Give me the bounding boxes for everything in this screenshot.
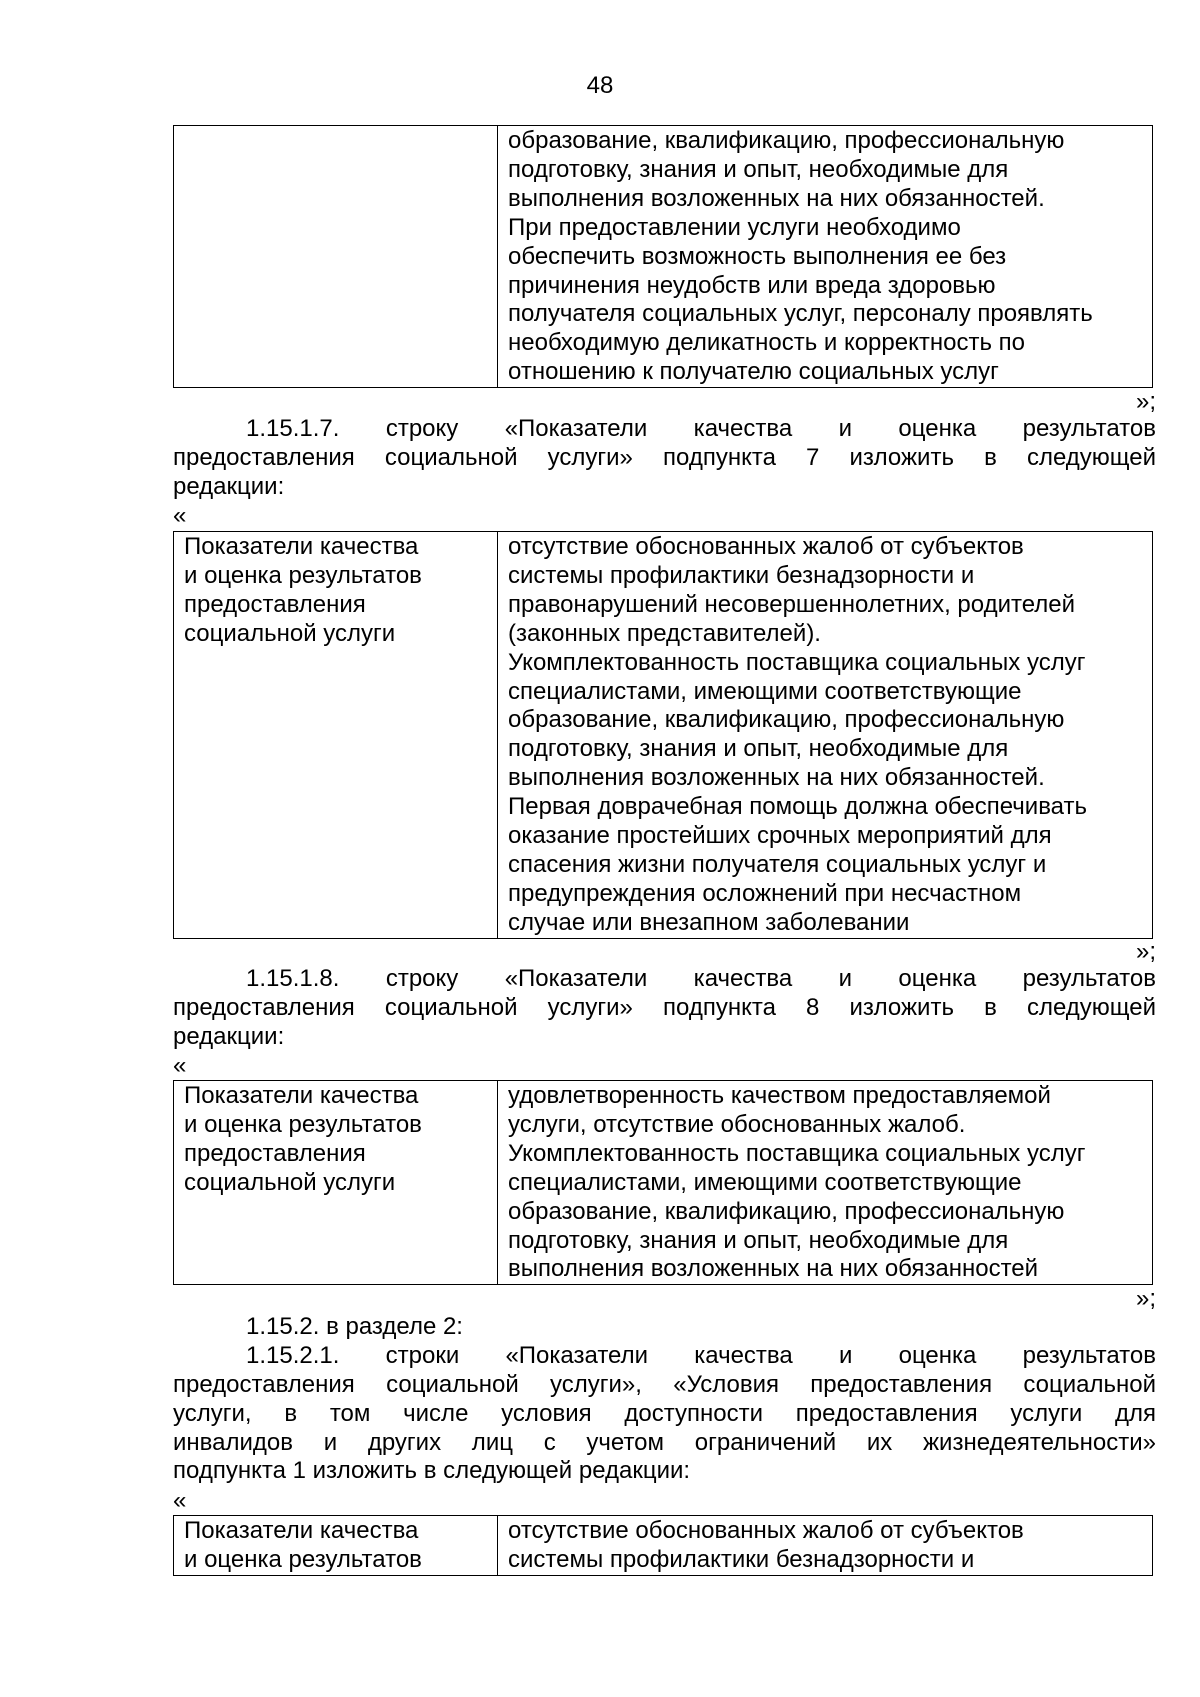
- text-line: Укомплектованность поставщика социальных услуг: [508, 648, 1086, 676]
- paragraph-amendment-8: [173, 965, 1156, 1052]
- paragraph-section-2: [173, 1313, 1156, 1486]
- table-cell-label: [174, 126, 498, 388]
- text-line: специалистами, имеющими соответствующие: [508, 1168, 1022, 1196]
- table-cell-label: [174, 1081, 498, 1285]
- text-line: выполнения возложенных на них обязанностей: [508, 1255, 1039, 1283]
- text-line: необходимую деликатность и корректность по: [508, 329, 1025, 357]
- text-line: специалистами, имеющими соответствующие: [508, 677, 1022, 705]
- table-cell-label: [174, 1516, 498, 1576]
- text-line: случае или внезапном заболевании: [508, 908, 910, 936]
- text-line: системы профилактики безнадзорности и: [508, 561, 975, 589]
- table-quality-indicators-7: [173, 531, 1153, 939]
- closing-quote: »;: [1135, 1285, 1156, 1312]
- table-cell-content: [498, 1081, 1153, 1285]
- text-line: При предоставлении услуги необходимо: [508, 213, 961, 241]
- table-cell-content: [498, 126, 1153, 388]
- text-line: отношению к получателю социальных услуг: [508, 358, 999, 386]
- opening-quote: «: [173, 502, 187, 529]
- text-line: подготовку, знания и опыт, необходимые для: [508, 1226, 1009, 1254]
- text-line: выполнения возложенных на них обязанностей.: [508, 764, 1045, 792]
- text-line: образование, квалификацию, профессиональную: [508, 127, 1065, 154]
- text-line: Показатели качества: [184, 1082, 419, 1109]
- text-line: предоставления социальной услуги», «Условия предоставления социальной: [173, 1370, 1156, 1398]
- text-line: системы профилактики безнадзорности и: [508, 1545, 975, 1573]
- text-line: социальной услуги: [184, 1168, 396, 1196]
- text-line: подготовку, знания и опыт, необходимые для: [508, 735, 1009, 763]
- text-line: 1.15.2.1. строки «Показатели качества и оценка результатов: [246, 1341, 1156, 1369]
- page-number: 48: [586, 72, 614, 99]
- table-cell-content: [498, 532, 1153, 939]
- text-line: предоставления социальной услуги» подпункта 8 изложить в следующей: [173, 993, 1156, 1021]
- text-line: Укомплектованность поставщика социальных услуг: [508, 1139, 1086, 1167]
- text-line: Показатели качества: [184, 533, 419, 560]
- closing-quote: »;: [1135, 938, 1156, 965]
- text-line: и оценка результатов: [184, 1110, 422, 1138]
- text-line: Первая доврачебная помощь должна обеспечивать: [508, 793, 1087, 821]
- text-line: редакции:: [173, 1022, 285, 1050]
- text-line: предоставления: [184, 590, 366, 618]
- text-line: 1.15.1.8. строку «Показатели качества и оценка результатов: [246, 965, 1156, 992]
- text-line: получателя социальных услуг, персоналу проявлять: [508, 300, 1093, 328]
- text-line: выполнения возложенных на них обязанностей.: [508, 184, 1045, 212]
- text-line: услуги, отсутствие обоснованных жалоб.: [508, 1110, 966, 1138]
- text-line: предупреждения осложнений при несчастном: [508, 879, 1022, 907]
- closing-quote: »;: [1135, 388, 1156, 415]
- text-line: отсутствие обоснованных жалоб от субъектов: [508, 1517, 1024, 1544]
- table-cell-content: [498, 1516, 1153, 1576]
- text-line: подпункта 1 изложить в следующей редакции:: [173, 1457, 691, 1485]
- opening-quote: «: [173, 1487, 187, 1514]
- opening-quote: «: [173, 1052, 187, 1079]
- text-line: (законных представителей).: [508, 619, 821, 647]
- paragraph-amendment-7: [173, 415, 1156, 502]
- text-line: образование, квалификацию, профессиональную: [508, 706, 1065, 734]
- text-line: социальной услуги: [184, 619, 396, 647]
- text-line: удовлетворенность качеством предоставляемой: [508, 1082, 1051, 1109]
- text-line: Показатели качества: [184, 1517, 419, 1544]
- table-quality-indicators-section-2: [173, 1515, 1153, 1576]
- text-line: и оценка результатов: [184, 1545, 422, 1573]
- text-line: предоставления социальной услуги» подпункта 7 изложить в следующей: [173, 443, 1156, 471]
- text-line: подготовку, знания и опыт, необходимые для: [508, 155, 1009, 183]
- text-line: редакции:: [173, 472, 285, 500]
- text-line: правонарушений несовершеннолетних, родителей: [508, 590, 1076, 618]
- text-line: инвалидов и других лиц с учетом ограничений их жизнедеятельности»: [173, 1428, 1156, 1456]
- text-line: услуги, в том числе условия доступности предоставления услуги для: [173, 1399, 1156, 1427]
- text-line: спасения жизни получателя социальных услуг и: [508, 850, 1047, 878]
- text-line: обеспечить возможность выполнения ее без: [508, 242, 1007, 270]
- table-continuation: [173, 125, 1153, 388]
- text-line: образование, квалификацию, профессиональную: [508, 1197, 1065, 1225]
- table-quality-indicators-8: [173, 1080, 1153, 1285]
- text-line: 1.15.1.7. строку «Показатели качества и оценка результатов: [246, 415, 1156, 442]
- text-line: отсутствие обоснованных жалоб от субъектов: [508, 533, 1024, 560]
- section-heading: 1.15.2. в разделе 2:: [246, 1313, 463, 1340]
- text-line: причинения неудобств или вреда здоровью: [508, 271, 996, 299]
- table-cell-label: [174, 532, 498, 939]
- text-line: и оценка результатов: [184, 561, 422, 589]
- text-line: предоставления: [184, 1139, 366, 1167]
- text-line: оказание простейших срочных мероприятий для: [508, 822, 1052, 850]
